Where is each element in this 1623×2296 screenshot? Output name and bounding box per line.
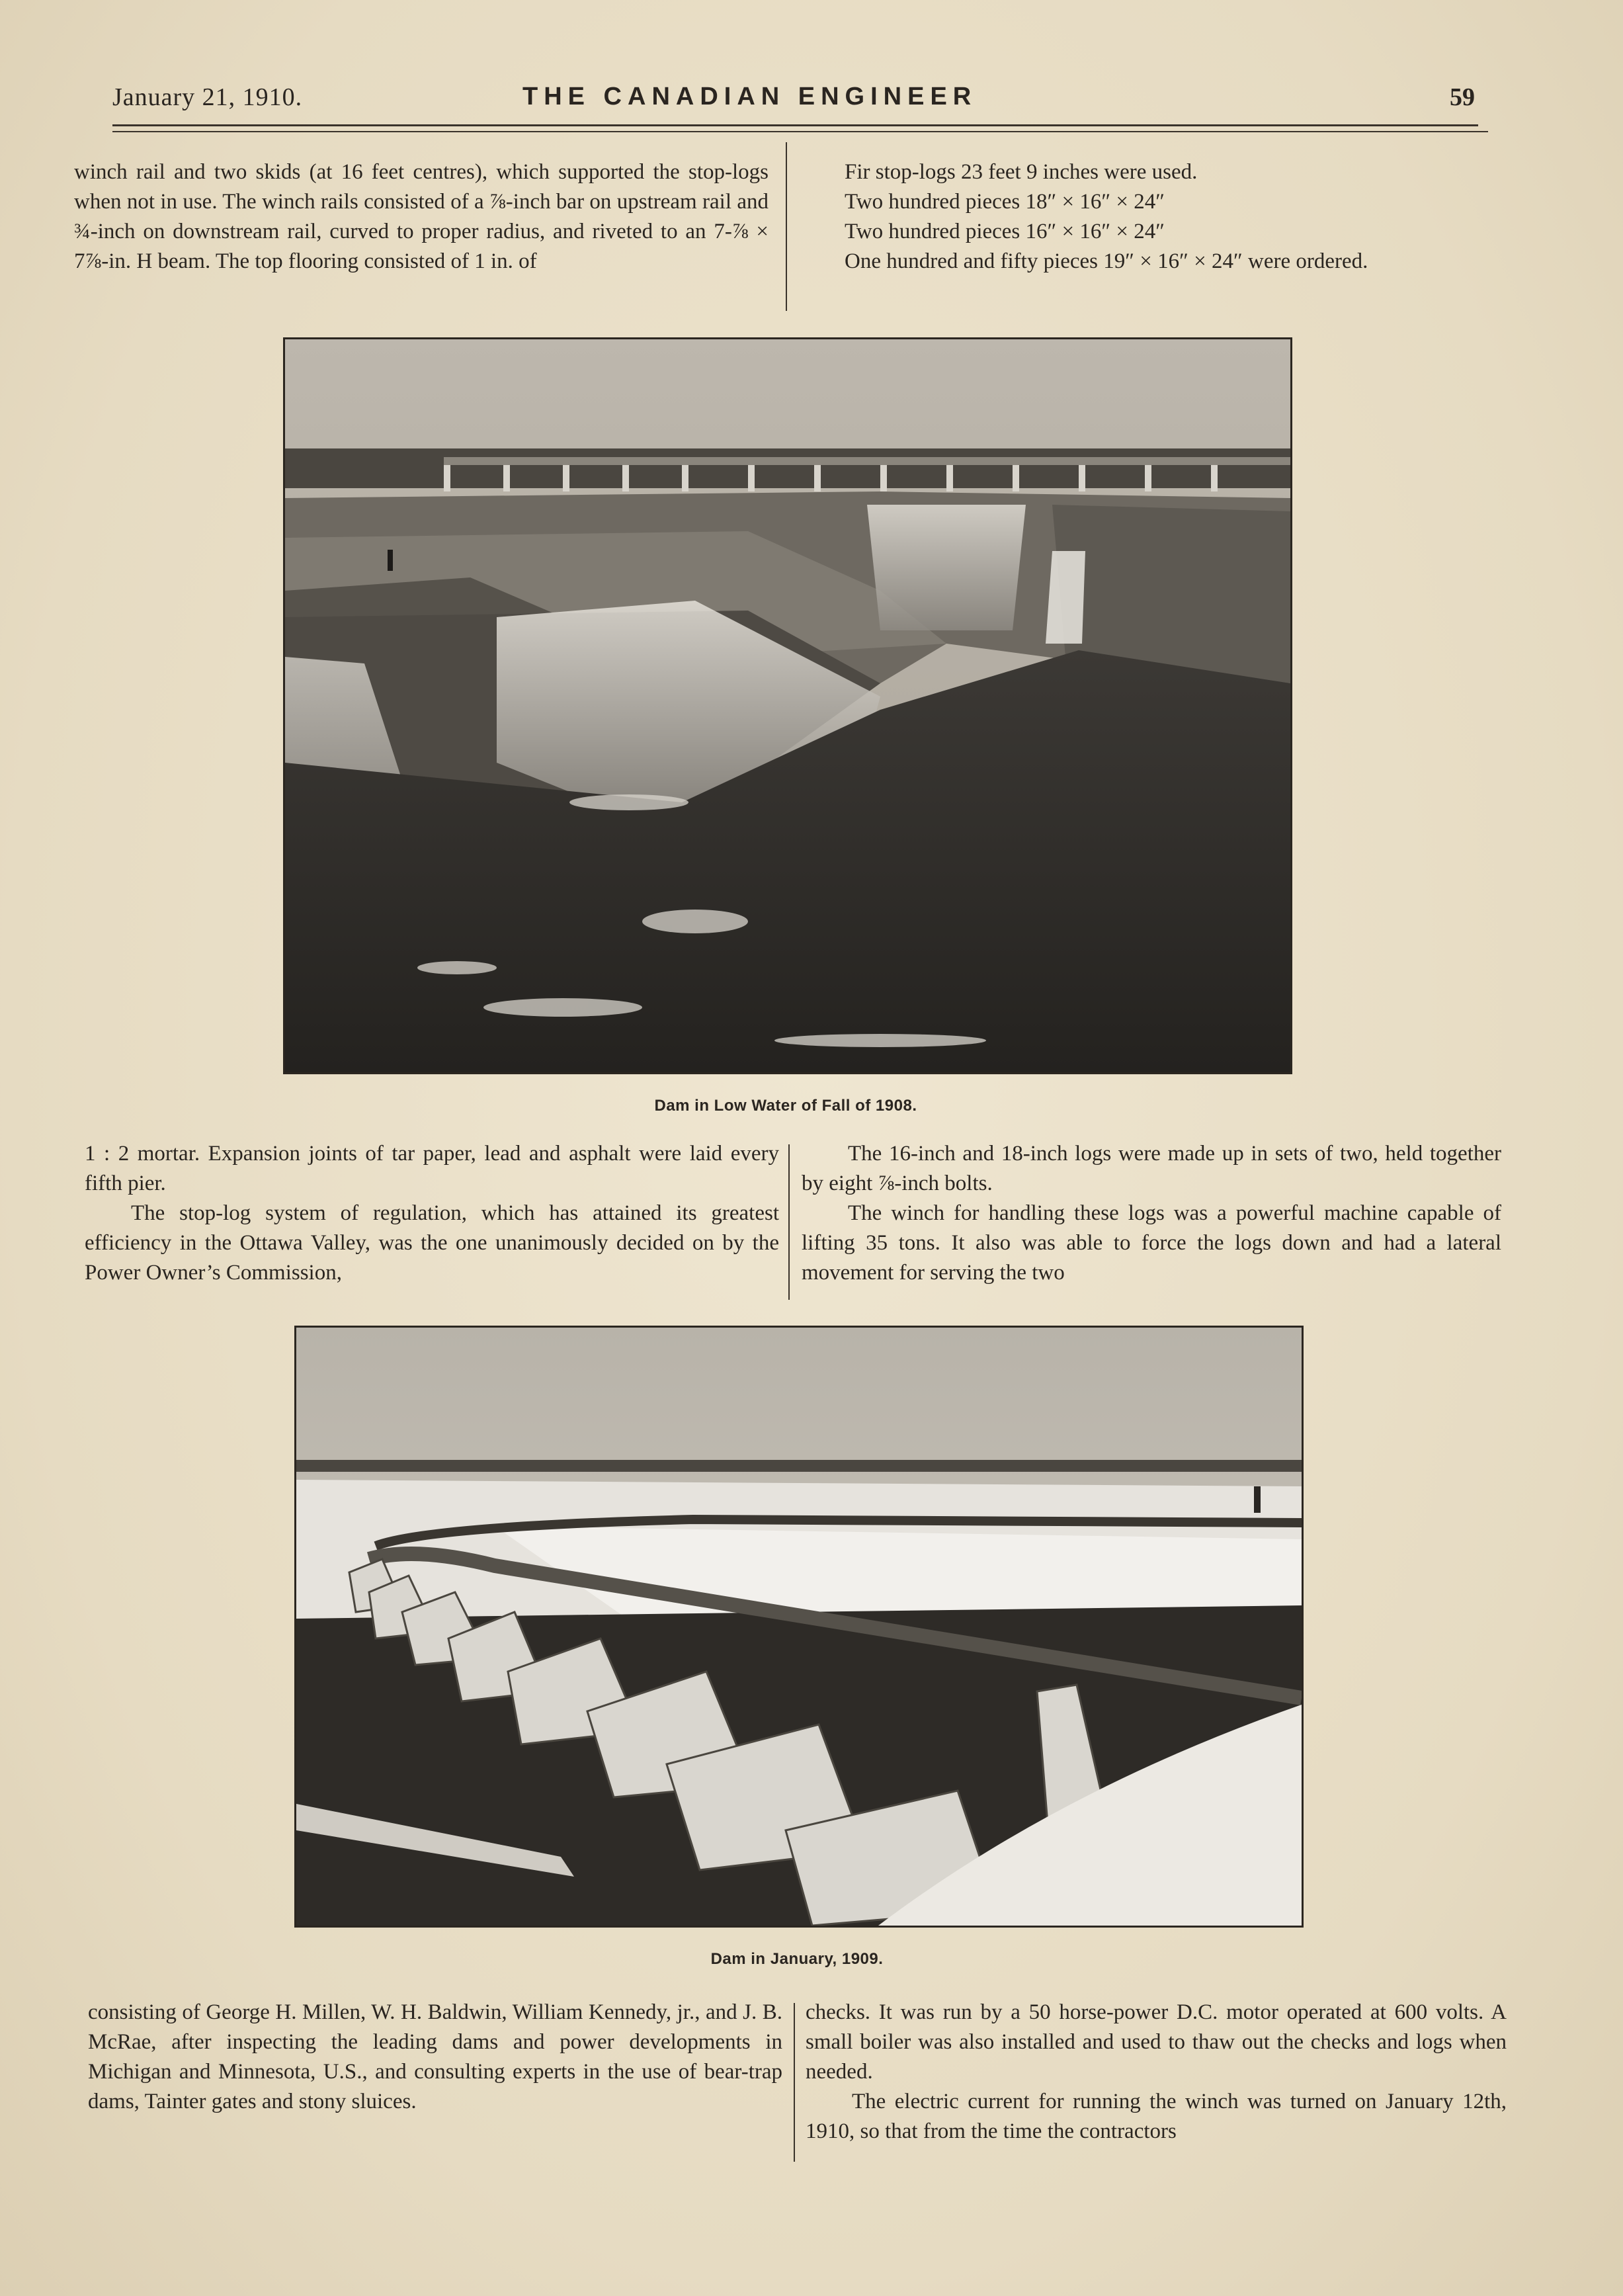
column-divider xyxy=(794,2003,795,2162)
header-rule xyxy=(112,124,1478,126)
photo-dam-january xyxy=(294,1326,1304,1928)
journal-title: THE CANADIAN ENGINEER xyxy=(522,83,978,110)
paragraph: checks. It was run by a 50 horse-power D.C. motor operated at 600 volts. A small boiler was also installed and used to thaw out the checks and logs when needed. xyxy=(806,2000,1507,2084)
column-divider xyxy=(788,1144,790,1300)
text-line: Fir stop-logs 23 feet 9 inches were used. xyxy=(845,160,1198,184)
figure-caption: Dam in January, 1909. xyxy=(710,1950,884,1968)
text-line: Two hundred pieces 16″ × 16″ × 24″ xyxy=(845,220,1165,243)
paragraph: 1 : 2 mortar. Expansion joints of tar paper, lead and asphalt were laid every fifth pier. xyxy=(85,1142,779,1195)
middle-left-column xyxy=(85,1139,779,1288)
figure-caption: Dam in Low Water of Fall of 1908. xyxy=(654,1097,917,1115)
paragraph: winch rail and two skids (at 16 feet centres), which supported the stop-logs when not in use. The winch rails consisted of a ⅞-inch bar on upstream rail and ¾-inch on downstream rail, curved to proper radius, and riveted to an 7-⅞ × 7⅞-in. H beam. The top flooring consisted of 1 in. of xyxy=(74,160,769,273)
paragraph: The stop-log system of regulation, which has attained its greatest efficiency in the Ottawa Valley, was the one unanimously decided on by the Power Owner’s Commission, xyxy=(85,1201,779,1285)
top-right-column xyxy=(795,157,1499,276)
middle-right-column xyxy=(802,1139,1501,1288)
page-number: 59 xyxy=(1450,83,1475,111)
header-date: January 21, 1910. xyxy=(112,83,303,111)
paragraph: consisting of George H. Millen, W. H. Baldwin, William Kennedy, jr., and J. B. McRae, after inspecting the leading dams and power developments in Michigan and Minnesota, U.S., and consulting experts in the use of bear-trap dams, Tainter gates and stony sluices. xyxy=(88,2000,782,2113)
paragraph: The winch for handling these logs was a powerful machine capable of lifting 35 tons. It also was able to force the logs down and had a lateral movement for serving the two xyxy=(802,1201,1501,1285)
paragraph: The 16-inch and 18-inch logs were made up in sets of two, held together by eight ⅞-inch bolts. xyxy=(802,1142,1501,1195)
text-line: Two hundred pieces 18″ × 16″ × 24″ xyxy=(845,190,1165,214)
bottom-right-column xyxy=(806,1998,1507,2147)
paragraph: The electric current for running the winch was turned on January 12th, 1910, so that from the time the contractors xyxy=(806,2090,1507,2143)
photo-dam-low-water xyxy=(283,337,1292,1074)
top-left-column xyxy=(74,157,769,276)
column-divider xyxy=(786,142,787,311)
text-line: One hundred and fifty pieces 19″ × 16″ × 24″ were ordered. xyxy=(845,249,1368,273)
bottom-left-column xyxy=(88,1998,782,2117)
header-rule-lower xyxy=(112,131,1488,132)
running-header xyxy=(112,83,1475,122)
